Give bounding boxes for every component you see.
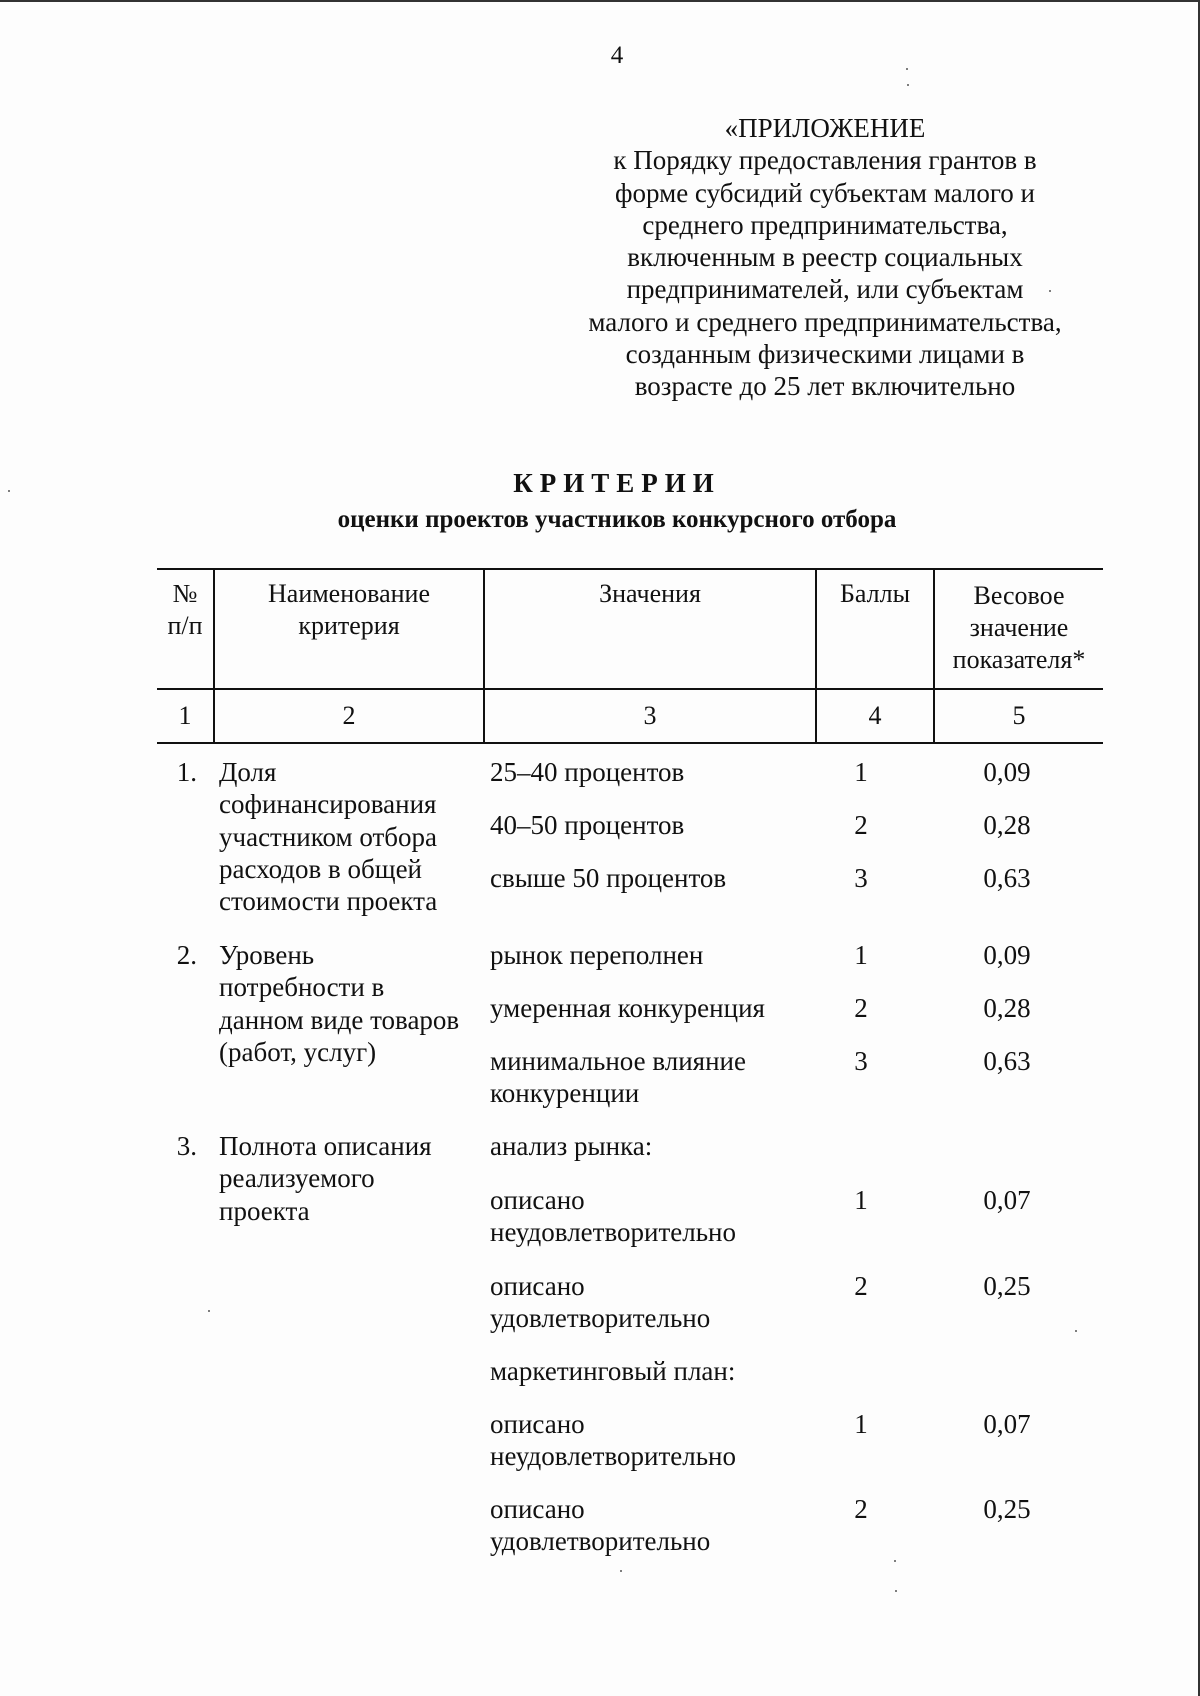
header-name-line: Наименование — [268, 579, 430, 608]
criterion-weight: 0,28 — [983, 993, 1031, 1023]
criterion-points: 2 — [854, 810, 868, 840]
criterion-value-line: удовлетворительно — [490, 1526, 711, 1557]
scan-speck — [1049, 290, 1051, 292]
header-values-line: Значения — [599, 579, 701, 608]
header-name-line: критерия — [298, 611, 400, 640]
header-num — [157, 578, 213, 642]
criterion-value-line: описано — [490, 1494, 585, 1524]
criterion-value: умеренная конкуренция — [490, 993, 765, 1023]
criterion-name — [219, 756, 489, 917]
scan-speck — [1075, 1330, 1077, 1332]
criterion-points: 2 — [854, 1271, 868, 1301]
appendix-line: созданным физическими лицами в — [625, 339, 1025, 370]
criterion-weight: 0,07 — [983, 1185, 1031, 1215]
criterion-name-line: стоимости проекта — [219, 886, 438, 917]
criterion-weight: 0,25 — [983, 1271, 1031, 1301]
header-num-line: № — [172, 579, 198, 608]
criterion-weight: 0,63 — [983, 863, 1031, 893]
criterion-number: 2. — [176, 940, 197, 970]
appendix-line: среднего предпринимательства, — [642, 209, 1008, 240]
scan-speck — [895, 1590, 897, 1592]
header-points — [817, 578, 933, 610]
column-number: 2 — [342, 701, 356, 730]
column-number: 3 — [643, 701, 657, 730]
appendix-line: форме субсидий субъектам малого и — [615, 177, 1035, 208]
table-top-border — [157, 568, 1103, 570]
criterion-points: 3 — [854, 863, 868, 893]
criterion-name-line: софинансирования — [219, 789, 437, 820]
appendix-line: к Порядку предоставления грантов в — [613, 145, 1037, 176]
criterion-name-line: участником отбора — [219, 821, 437, 852]
table-header-border — [157, 688, 1103, 690]
criterion-name-line: проекта — [219, 1195, 310, 1226]
column-number: 1 — [178, 701, 192, 730]
criterion-value — [490, 1270, 820, 1335]
criterion-weight: 0,25 — [983, 1494, 1031, 1524]
criterion-value: 40–50 процентов — [490, 810, 685, 840]
appendix-line: включенным в реестр социальных — [627, 242, 1023, 273]
header-weight-line: показателя* — [952, 645, 1086, 674]
criterion-name-line: Полнота описания — [219, 1131, 432, 1161]
scan-speck — [620, 1570, 622, 1572]
criterion-name-line: данном виде товаров — [219, 1004, 460, 1035]
criterion-points: 2 — [854, 1494, 868, 1524]
appendix-line: предпринимателей, или субъектам — [626, 274, 1024, 305]
appendix-line: возрасте до 25 лет включительно — [634, 371, 1016, 402]
criterion-weight: 0,07 — [983, 1409, 1031, 1439]
criterion-points: 2 — [854, 993, 868, 1023]
criterion-weight: 0,09 — [983, 940, 1031, 970]
criterion-value — [490, 1493, 820, 1558]
criterion-value-line: неудовлетворительно — [490, 1441, 736, 1472]
header-weight — [935, 580, 1103, 676]
criterion-value: рынок переполнен — [490, 940, 704, 970]
criterion-number: 1. — [176, 757, 197, 787]
header-weight-line: значение — [969, 613, 1069, 642]
criterion-name-line: потребности в — [219, 972, 385, 1003]
criterion-value-subheading: маркетинговый план: — [490, 1356, 736, 1386]
criterion-name-line: Уровень — [219, 940, 315, 970]
criterion-value — [490, 1184, 820, 1249]
criterion-number: 3. — [176, 1131, 197, 1161]
criterion-value-line: описано — [490, 1409, 585, 1439]
criterion-weight: 0,09 — [983, 757, 1031, 787]
page-top-edge — [0, 0, 1200, 2]
scan-speck — [894, 1560, 896, 1562]
scan-speck — [907, 84, 909, 86]
criterion-value: 25–40 процентов — [490, 757, 685, 787]
criterion-value-line: удовлетворительно — [490, 1303, 711, 1334]
scan-speck — [8, 490, 10, 492]
table-column-numbers-border — [157, 742, 1103, 744]
document-title: КРИТЕРИИ — [513, 468, 721, 498]
criterion-points: 1 — [854, 940, 868, 970]
criterion-value-line: описано — [490, 1271, 585, 1301]
header-num-line: п/п — [167, 611, 203, 640]
document-subtitle: оценки проектов участников конкурсного отбора — [337, 506, 897, 533]
criterion-name — [219, 939, 489, 1068]
criterion-value — [490, 1408, 820, 1473]
criterion-weight: 0,63 — [983, 1046, 1031, 1076]
criterion-name-line: Доля — [219, 757, 277, 787]
appendix-block — [560, 112, 1090, 403]
criterion-weight: 0,28 — [983, 810, 1031, 840]
criterion-points: 1 — [854, 757, 868, 787]
criterion-points: 3 — [854, 1046, 868, 1076]
criterion-name-line: (работ, услуг) — [219, 1036, 377, 1067]
criterion-value-line: минимальное влияние — [490, 1046, 746, 1076]
header-criterion-name — [215, 578, 483, 642]
header-points-line: Баллы — [839, 579, 911, 608]
column-number: 5 — [1012, 701, 1026, 730]
criterion-value-subheading: анализ рынка: — [490, 1131, 653, 1161]
criterion-value — [490, 1045, 820, 1110]
header-weight-line: Весовое — [973, 581, 1065, 610]
column-number: 4 — [868, 701, 882, 730]
page-number: 4 — [610, 42, 624, 69]
criterion-points: 1 — [854, 1409, 868, 1439]
scan-speck — [208, 1310, 210, 1312]
scan-speck — [906, 68, 908, 70]
criterion-name-line: реализуемого — [219, 1163, 375, 1194]
criterion-value-line: неудовлетворительно — [490, 1217, 736, 1248]
header-values — [485, 578, 815, 610]
criterion-name-line: расходов в общей — [219, 853, 423, 884]
criterion-value: свыше 50 процентов — [490, 863, 727, 893]
criterion-value-line: описано — [490, 1185, 585, 1215]
appendix-line: малого и среднего предпринимательства, — [588, 306, 1062, 337]
criterion-points: 1 — [854, 1185, 868, 1215]
criterion-name — [219, 1130, 489, 1227]
appendix-heading: «ПРИЛОЖЕНИЕ — [724, 113, 926, 143]
criterion-value-line: конкуренции — [490, 1078, 640, 1109]
